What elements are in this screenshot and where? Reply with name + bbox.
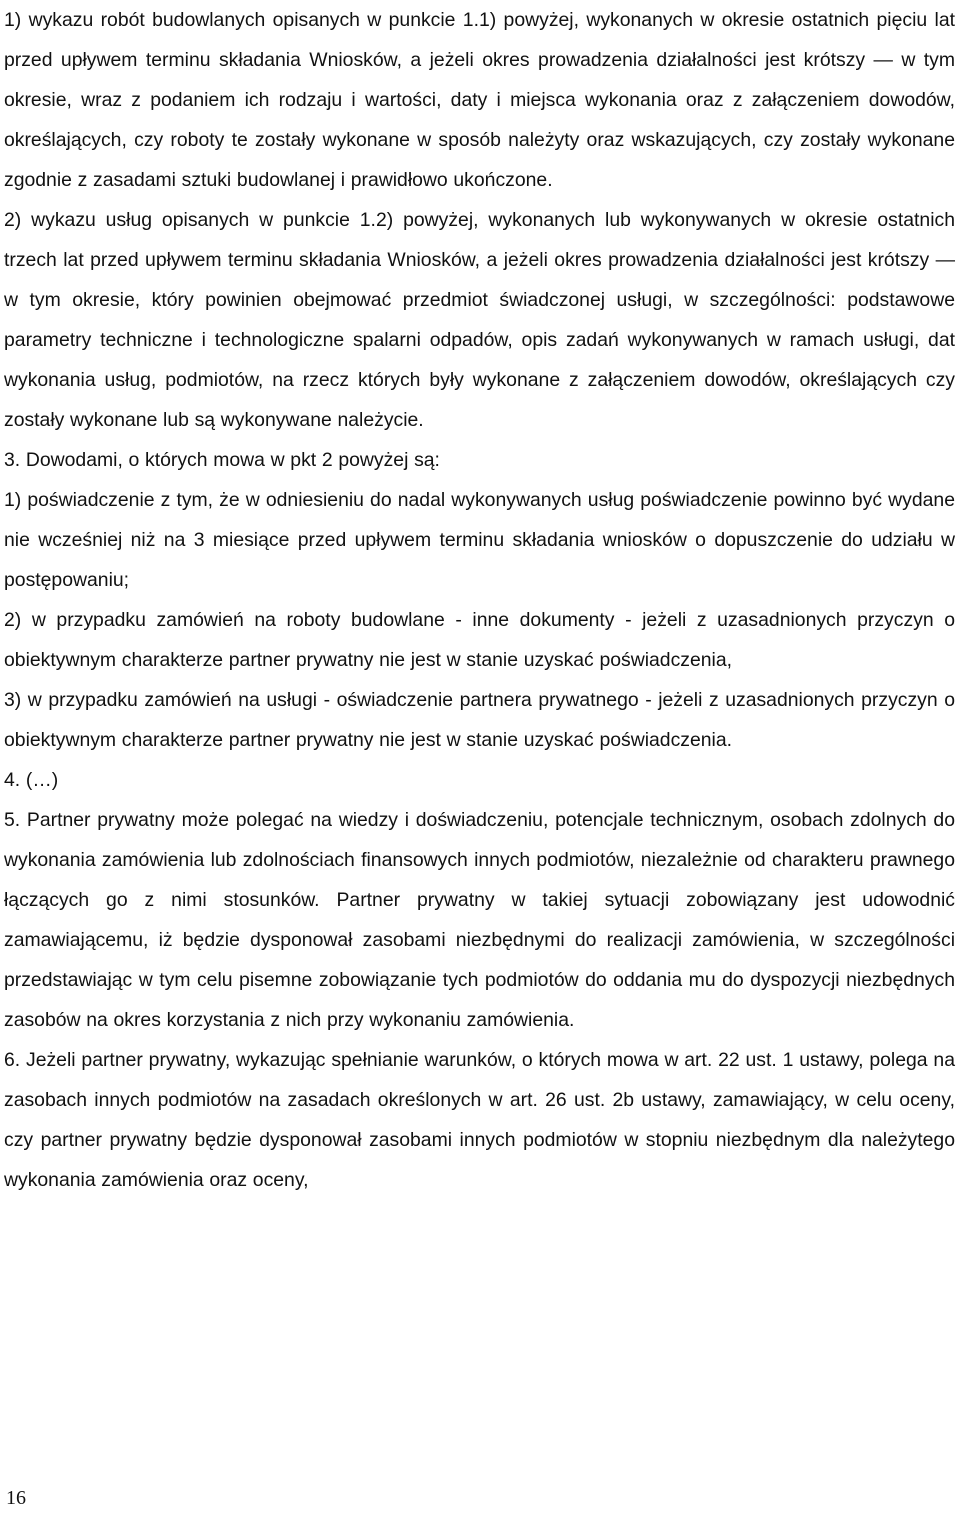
paragraph-section-6: 6. Jeżeli partner prywatny, wykazując spełnianie warunków, o których mowa w art. 22 ust. 1 ustawy, polega na zasobach innych podmiotów na zasadach określonych w art. 26 ust. 2b ustawy, zamawiający, w celu oceny, czy partner prywatny będzie dysponował zasobami innych podmiotów w stopniu niezbędnym dla należytego wykonania zamówienia oraz oceny, bbox=[4, 1049, 955, 1191]
paragraph-evidence-3: 3) w przypadku zamówień na usługi - oświadczenie partnera prywatnego - jeżeli z uzasadnionych przyczyn o obiektywnym charakterze partner prywatny nie jest w stanie uzyskać poświadczenia. bbox=[4, 689, 955, 751]
paragraph-evidence-heading: 3. Dowodami, o których mowa w pkt 2 powyżej są: bbox=[4, 449, 440, 471]
paragraph-section-5: 5. Partner prywatny może polegać na wiedzy i doświadczeniu, potencjale technicznym, osobach zdolnych do wykonania zamówienia lub zdolnościach finansowych innych podmiotów, niezależnie od charakteru prawnego łączących go z nimi stosunków. Partner prywatny w takiej sytuacji zobowiązany jest udowodnić zamawiającemu, iż będzie dysponował zasobami niezbędnymi do realizacji zamówienia, w szczególności przedstawiając w tym celu pisemne zobowiązanie tych podmiotów do oddania mu do dyspozycji niezbędnych zasobów na okres korzystania z nich przy wykonaniu zamówienia. bbox=[4, 809, 955, 1031]
paragraph-evidence-1: 1) poświadczenie z tym, że w odniesieniu do nadal wykonywanych usług poświadczenie powinno być wydane nie wcześniej niż na 3 miesiące przed upływem terminu składania wniosków o dopuszczenie do udziału w postępowaniu; bbox=[4, 489, 955, 591]
document-page bbox=[4, 0, 955, 1200]
page-number: 16 bbox=[6, 1487, 26, 1509]
paragraph-services-list: 2) wykazu usług opisanych w punkcie 1.2) powyżej, wykonanych lub wykonywanych w okresie ostatnich trzech lat przed upływem terminu składania Wniosków, a jeżeli okres prowadzenia działalności jest krótszy — w tym okresie, który powinien obejmować przedmiot świadczonej usługi, w szczególności: podstawowe parametry techniczne i technologiczne spalarni odpadów, opis zadań wykonywanych w ramach usługi, dat wykonania usług, podmiotów, na rzecz których były wykonane z załączeniem dowodów, określających czy zostały wykonane lub są wykonywane należycie. bbox=[4, 209, 955, 431]
paragraph-evidence-2: 2) w przypadku zamówień na roboty budowlane - inne dokumenty - jeżeli z uzasadnionych przyczyn o obiektywnym charakterze partner prywatny nie jest w stanie uzyskać poświadczenia, bbox=[4, 609, 955, 671]
paragraph-section-4: 4. (…) bbox=[4, 769, 59, 791]
paragraph-works-list: 1) wykazu robót budowlanych opisanych w punkcie 1.1) powyżej, wykonanych w okresie ostatnich pięciu lat przed upływem terminu składania Wniosków, a jeżeli okres prowadzenia działalności jest krótszy — w tym okresie, wraz z podaniem ich rodzaju i wartości, daty i miejsca wykonania oraz z załączeniem dowodów, określających, czy roboty te zostały wykonane w sposób należyty oraz wskazujących, czy zostały wykonane zgodnie z zasadami sztuki budowlanej i prawidłowo ukończone. bbox=[4, 9, 955, 191]
